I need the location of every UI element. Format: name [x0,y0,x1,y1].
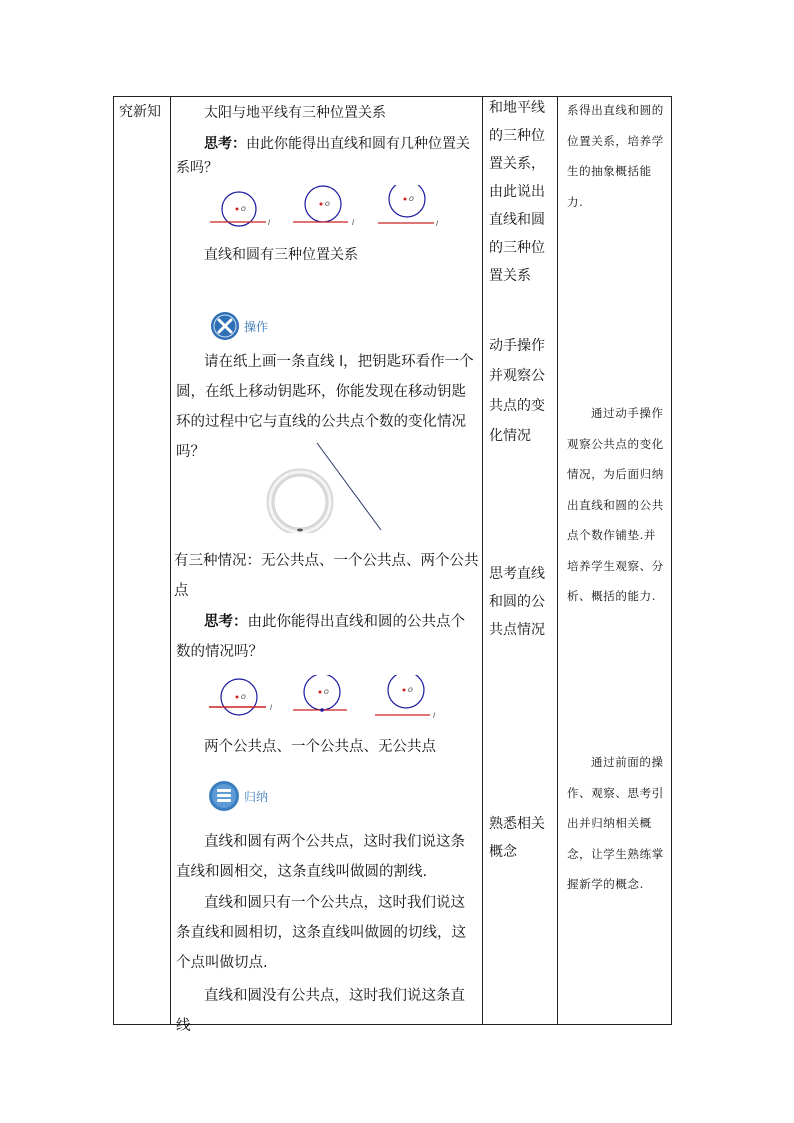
think-text: 由此你能得出直线和圆的公共点个数的情况吗？ [176,614,465,660]
paragraph-three-cases: 有三种情况：无公共点、一个公共点、两个公共点 [174,553,479,599]
activity-operate: 动手操作并观察公共点的变化情况 [489,338,545,444]
summary-badge [208,780,268,812]
operate-badge-label: 操作 [244,319,269,334]
think-paragraph-2 [176,607,478,667]
think-label: 思考： [204,614,248,630]
svg-text:l: l [436,220,438,228]
operate-badge [210,311,268,341]
svg-text:l: l [270,704,272,712]
lesson-table [113,96,672,1034]
activity-horizon: 和地平线的三种位置关系，由此说出直线和圆的三种位置关系 [489,100,545,284]
activity-concepts: 熟悉相关概念 [489,816,545,860]
definition-tangent: 直线和圆只有一个公共点，这时我们说这条直线和圆相切，这条直线叫做圆的切线，这个点叫做切点. [176,895,466,971]
figure-common-points [206,675,446,723]
svg-text:O: O [408,687,413,694]
definition-separate: 直线和圆没有公共点，这时我们说这条直线 [176,988,465,1034]
paragraph-sun-horizon: 太阳与地平线有三种位置关系 [204,105,386,121]
figure-intersecting [210,192,270,227]
svg-text:O: O [241,694,246,701]
svg-text:l: l [352,219,354,227]
paragraph-point-cases: 两个公共点、一个公共点、无公共点 [204,739,436,755]
stack-icon [208,780,240,812]
figure-horizon-positions [206,185,446,233]
intent-concepts: 通过前面的操作、观察、思考引出并归纳相关概念，让学生熟练掌握新学的概念. [567,755,664,891]
intent-abstraction: 系得出直线和圆的位置关系，培养学生的抽象概括能力. [567,103,664,209]
think-label: 思考： [204,136,246,152]
summary-badge-label: 归纳 [244,789,269,804]
figure-one-point [293,675,347,712]
figure-separate [378,185,438,228]
tools-icon [210,311,240,341]
figure-tangent [293,186,354,227]
svg-text:O: O [241,206,246,213]
figure-no-point [375,675,435,720]
svg-text:l: l [433,712,435,720]
column-divider [482,97,483,1024]
svg-text:O: O [409,196,414,203]
think-text: 由此你能得出直线和圆有几种位置关系吗？ [176,136,470,176]
keyring-figure [266,441,396,533]
svg-text:l: l [268,219,270,227]
activity-think: 思考直线和圆的公共点情况 [489,566,545,638]
column-divider [557,97,558,1024]
stage-label: 究新知 [119,104,161,120]
paragraph-three-relations: 直线和圆有三种位置关系 [204,247,358,263]
svg-text:O: O [324,689,329,696]
think-paragraph-1 [176,132,478,180]
column-divider [170,97,171,1024]
definition-secant: 直线和圆有两个公共点，这时我们说这条直线和圆相交，这条直线叫做圆的割线. [176,834,465,880]
paragraph-keyring-activity: 请在纸上画一条直线 l，把钥匙环看作一个圆，在纸上移动钥匙环，你能发现在移动钥匙环的过程中它与直线的公共点个数的变化情况吗？ [176,354,474,460]
svg-text:O: O [325,201,330,208]
figure-two-points [209,679,272,715]
intent-observation: 通过动手操作观察公共点的变化情况，为后面归纳出直线和圆的公共点个数作铺垫.并培养学生观察、分析、概括的能力. [567,406,664,603]
